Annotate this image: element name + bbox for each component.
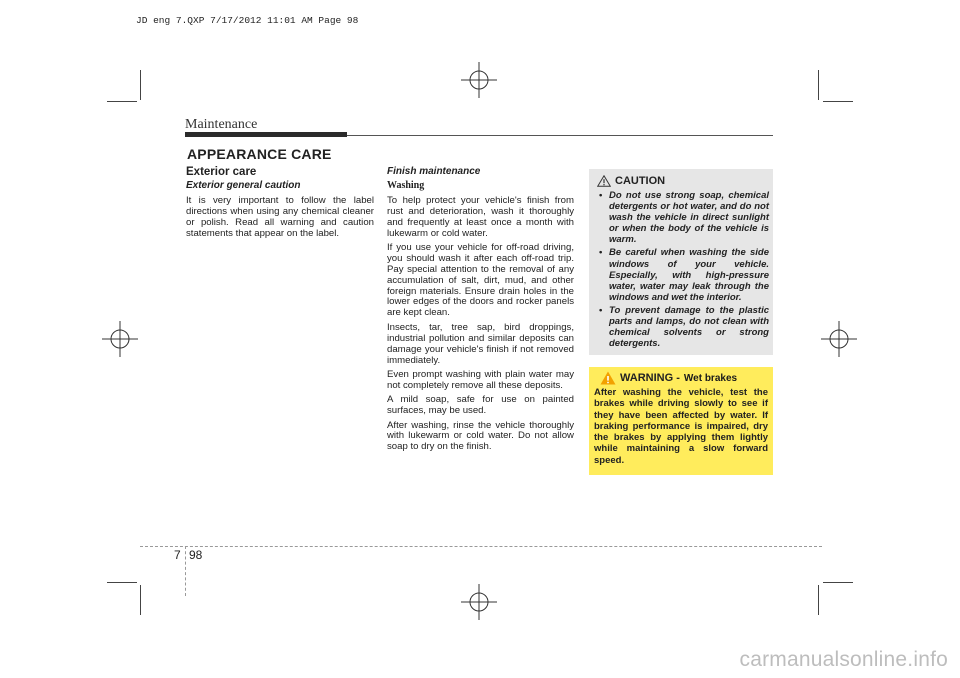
caution-title: CAUTION <box>615 175 666 187</box>
crop-mark <box>140 585 141 615</box>
crop-mark <box>818 70 819 100</box>
body-paragraph: Even prompt washing with plain water may not completely remove all these deposits. <box>387 368 574 391</box>
print-slug: JD eng 7.QXP 7/17/2012 11:01 AM Page 98 <box>136 15 359 26</box>
body-paragraph: Insects, tar, tree sap, bird droppings, industrial pollution and similar deposits can damage your vehicle's finish if not removed immediately. <box>387 321 574 366</box>
caution-header <box>597 175 769 187</box>
body-paragraph: If you use your vehicle for off-road driving, you should wash it after each off-road trip. Pay special attention to the removal of any accumulation of salt, dirt, mud, and other foreign materials. Ensure drain holes in the lower edges of the doors and rocker panels are kept clean. <box>387 241 574 319</box>
section-label: Maintenance <box>185 117 258 132</box>
crop-mark <box>823 582 853 583</box>
warning-box <box>589 367 773 475</box>
warning-header <box>600 371 768 385</box>
warning-body: After washing the vehicle, test the brakes while driving slowly to see if they have been affected by water. If braking performance is impaired, dry the brakes by applying them lightly while maintaining a slow forward speed. <box>594 387 768 466</box>
registration-mark-icon <box>459 582 499 622</box>
caution-list <box>593 190 769 349</box>
chapter-number: 7 <box>174 548 181 562</box>
page-number: 98 <box>189 548 203 562</box>
page-title: APPEARANCE CARE <box>187 146 332 162</box>
header-rule-thin <box>347 135 773 136</box>
body-paragraph: To help protect your vehicle's finish from rust and deterioration, wash it thoroughly and frequently at least once a month with lukewarm or cold water. <box>387 194 574 239</box>
crop-mark <box>818 585 819 615</box>
caution-item: • Be careful when washing the side windows of your vehicle. Especially, with high-pressure water, water may leak through the windows and wet the interior. <box>593 247 769 302</box>
footer-divider <box>185 546 186 596</box>
left-column <box>186 167 374 243</box>
caution-item: • To prevent damage to the plastic parts and lamps, do not clean with chemical solvents or strong detergents. <box>593 305 769 349</box>
warning-triangle-outline-icon <box>597 175 611 187</box>
warning-title: WARNING - <box>620 372 680 384</box>
watermark-text: carmanualsonline.info <box>739 648 948 671</box>
warning-triangle-filled-icon <box>600 371 616 385</box>
finish-maintenance-heading: Finish maintenance <box>387 166 481 177</box>
exterior-caution-subheading: Exterior general caution <box>186 180 301 192</box>
crop-mark <box>107 101 137 102</box>
warning-subtitle: Wet brakes <box>683 372 738 384</box>
header-rule-thick <box>185 132 347 137</box>
registration-mark-icon <box>100 319 140 359</box>
body-paragraph: After washing, rinse the vehicle thoroughly with lukewarm or cold water. Do not allow soap to dry on the finish. <box>387 419 574 453</box>
body-paragraph: It is very important to follow the label directions when using any chemical cleaner or polish. Read all warning and caution statements that appear on the label. <box>186 194 374 239</box>
exterior-care-heading: Exterior care <box>186 166 257 178</box>
footer-rule <box>140 546 822 547</box>
registration-mark-icon <box>459 60 499 100</box>
middle-column <box>387 167 574 457</box>
body-paragraph: A mild soap, safe for use on painted surfaces, may be used. <box>387 394 574 417</box>
washing-subheading: Washing <box>387 180 425 192</box>
crop-mark <box>140 70 141 100</box>
crop-mark <box>107 582 137 583</box>
caution-item: • Do not use strong soap, chemical detergents or hot water, and do not wash the vehicle in direct sunlight or when the body of the vehicle is warm. <box>593 190 769 245</box>
registration-mark-icon <box>819 319 859 359</box>
crop-mark <box>823 101 853 102</box>
caution-box <box>589 169 773 355</box>
